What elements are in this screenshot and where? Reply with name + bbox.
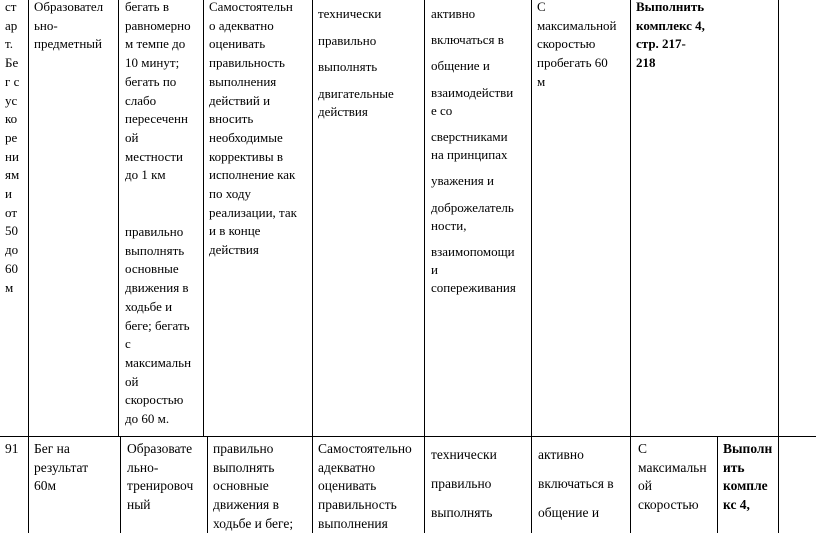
table-rule (28, 0, 29, 533)
table-rule (312, 436, 313, 533)
cell-homework: Выполн ить компле кс 4, (723, 441, 773, 513)
table-rule (778, 436, 779, 533)
table-rule (424, 436, 425, 533)
table-rule (630, 0, 631, 436)
cell-skills: бегать в равномерно м темпе до 10 минут; бегать по слабо пересеченн ой местности до 1 км правильно выполнять основные движения в ходьбе и беге; бегать с максимальн ой скоростью до 60 м. (125, 0, 192, 427)
table-rule (207, 436, 208, 533)
table-rule (203, 0, 204, 436)
cell-regulatory: Самостоятельн о адекватно оценивать правильность выполнения действий и вносить необходимые коррективы в исполнение как по ходу реализации, так и в конце действия (209, 0, 297, 258)
cell-cognitive: технически правильно выполнять двигательные действия (318, 6, 394, 119)
table-rule (630, 436, 631, 533)
table-rule (0, 436, 816, 437)
table-rule (312, 0, 313, 436)
cell-topic: Бег на результат 60м (34, 441, 89, 494)
table-rule (120, 436, 121, 533)
cell-communicative: активно включаться в общение и взаимодействи е со сверстниками на принципах уважения и доброжелатель ности, взаимопомощи и сопереживания (431, 6, 516, 296)
cell-regulatory: Самостоятельно адекватно оценивать правильность выполнения (318, 441, 412, 531)
table-rule (118, 0, 119, 436)
table-rule (531, 436, 532, 533)
cell-topic: ст ар т. Бе г с ус ко ре ни ям и от 50 до 60 м (5, 0, 20, 295)
cell-communicative: активно включаться в общение и (538, 447, 614, 520)
cell-lesson-number: 91 (5, 441, 19, 456)
cell-lesson-type: Образовател ьно- предметный (34, 0, 104, 52)
table-rule (778, 0, 779, 436)
table-rule (717, 436, 718, 533)
cell-results: С максимальн ой скоростью (638, 441, 707, 513)
cell-skills: правильно выполнять основные движения в ходьбе и беге; (213, 441, 294, 531)
cell-cognitive: технически правильно выполнять (431, 447, 497, 520)
cell-results: С максимальной скоростью пробегать 60 м (537, 0, 617, 89)
table-rule (531, 0, 532, 436)
cell-lesson-type: Образовате льно- тренировоч ный (127, 441, 194, 513)
table-rule (424, 0, 425, 436)
cell-homework: Выполнить комплекс 4, стр. 217- 218 (636, 0, 705, 71)
